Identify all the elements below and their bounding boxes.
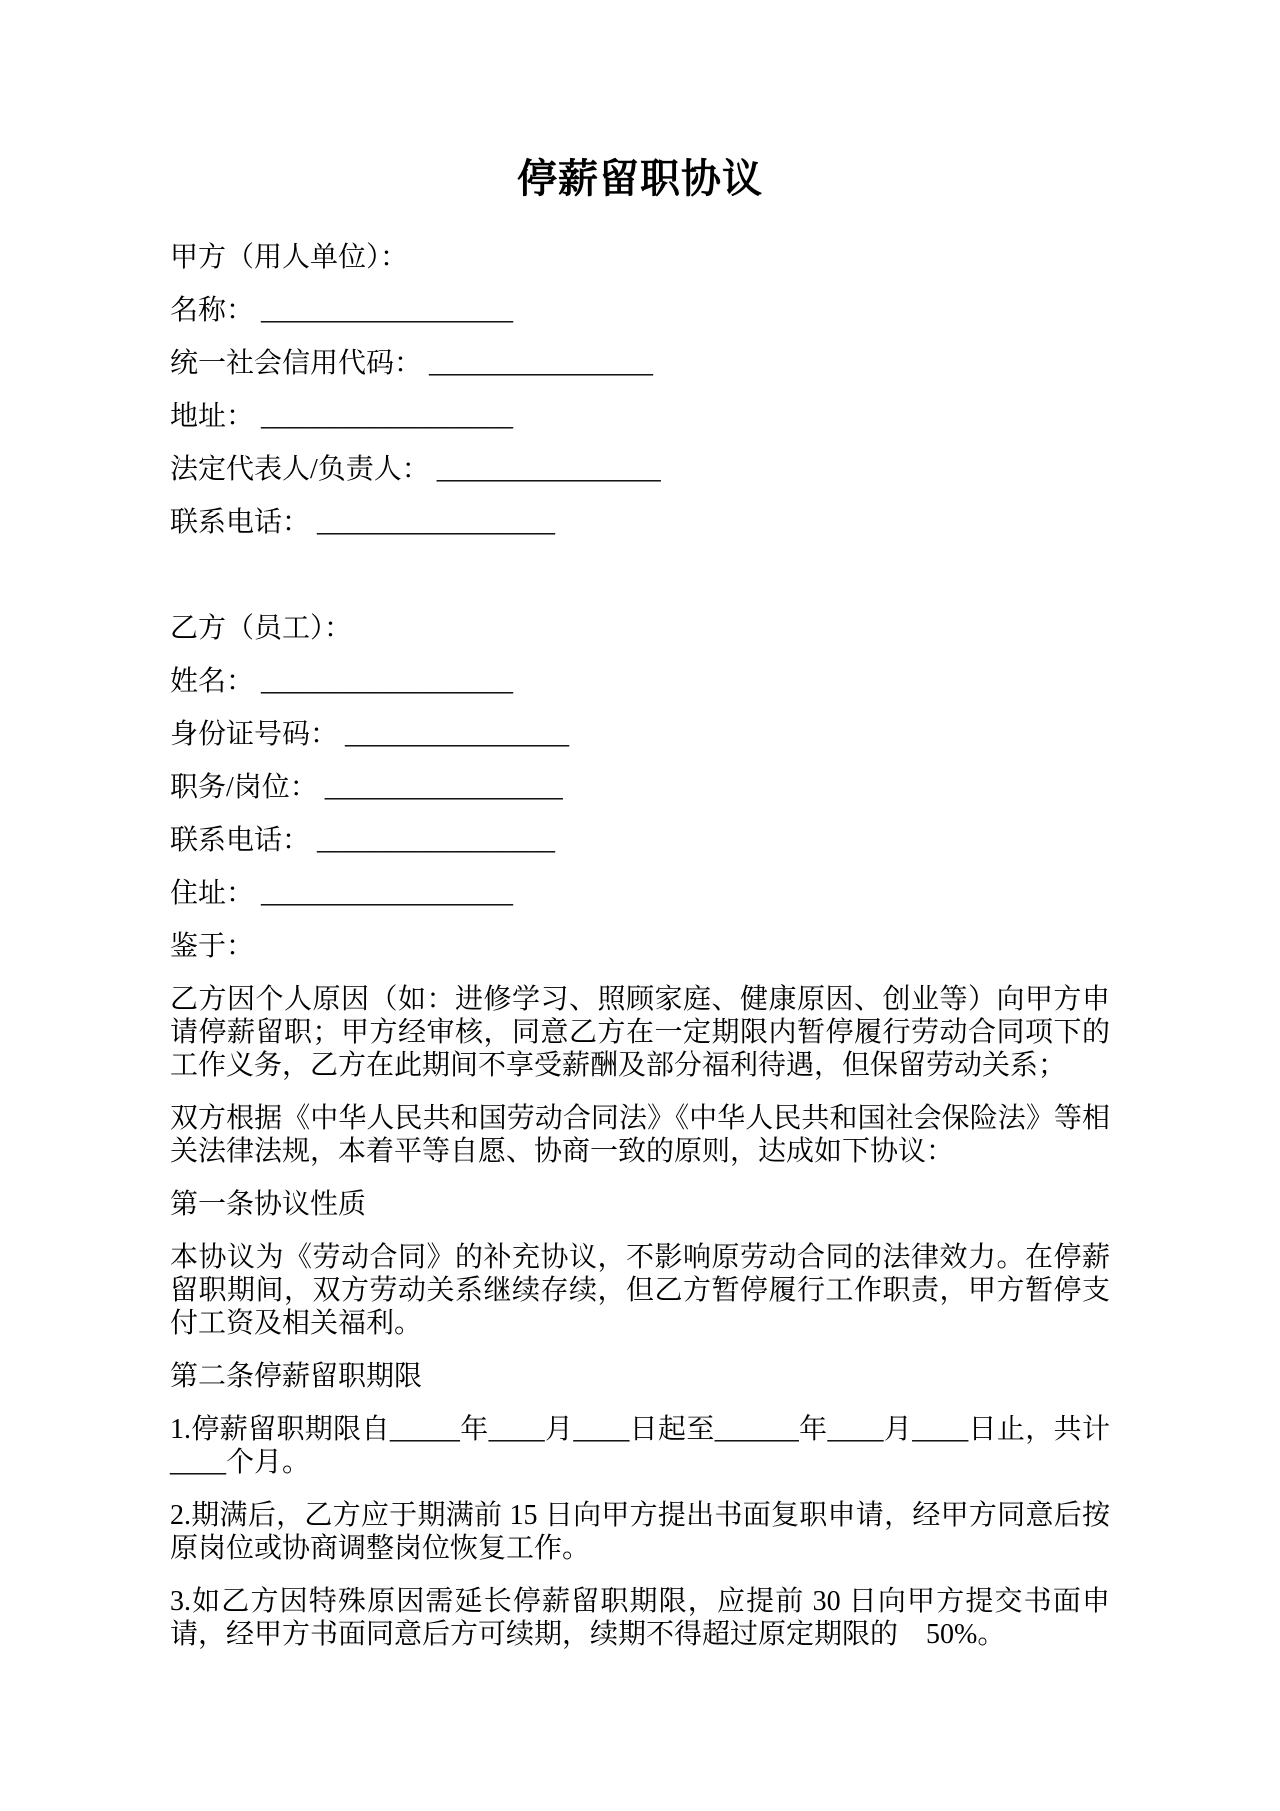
- party-a-field-legal-rep: [170, 453, 1110, 486]
- party-b-field-name: [170, 665, 1110, 698]
- field-blank: ________________: [429, 454, 661, 485]
- whereas-paragraph-2: 双方根据《中华人民共和国劳动合同法》《中华人民共和国社会保险法》等相关法律法规，本着平等自愿、协商一致的原则，达成如下协议：: [170, 1103, 1110, 1167]
- party-a-field-credit-code: [170, 347, 1110, 380]
- field-label: 地址：: [170, 401, 255, 432]
- field-blank: ________________: [338, 719, 570, 750]
- party-b-field-phone: [170, 824, 1110, 857]
- field-blank: __________________: [254, 878, 514, 909]
- article-1-paragraph: 本协议为《劳动合同》的补充协议，不影响原劳动合同的法律效力。在停薪留职期间，双方劳动关系继续存续，但乙方暂停履行工作职责，甲方暂停支付工资及相关福利。: [170, 1242, 1110, 1339]
- article-2-clause-2: 2.期满后，乙方应于期满前 15 日向甲方提出书面复职申请，经甲方同意后按原岗位或协商调整岗位恢复工作。: [170, 1500, 1110, 1564]
- field-blank: ________________: [422, 348, 654, 379]
- party-b-field-position: [170, 771, 1110, 804]
- whereas-paragraph-1: 乙方因个人原因（如：进修学习、照顾家庭、健康原因、创业等）向甲方申请停薪留职；甲方经审核，同意乙方在一定期限内暂停履行劳动合同项下的工作义务，乙方在此期间不享受薪酬及部分福利待遇，但保留劳动关系；: [170, 984, 1110, 1081]
- party-b-field-id-number: [170, 718, 1110, 751]
- document-title: 停薪留职协议: [517, 156, 763, 201]
- party-b-field-address: [170, 877, 1110, 910]
- field-blank: __________________: [254, 295, 514, 326]
- article-2-clause-3: 3.如乙方因特殊原因需延长停薪留职期限，应提前 30 日向甲方提交书面申请，经甲方书面同意后方可续期，续期不得超过原定期限的 50%。: [170, 1586, 1110, 1650]
- field-blank: __________________: [254, 666, 514, 697]
- field-label: 姓名：: [170, 666, 255, 697]
- blank-line: [170, 559, 1110, 612]
- field-label: 联系电话：: [170, 825, 311, 856]
- party-a-field-phone: [170, 506, 1110, 539]
- field-blank: __________________: [254, 401, 514, 432]
- party-b-heading: 乙方（员工）：: [170, 613, 353, 644]
- whereas-heading: 鉴于：: [170, 931, 255, 962]
- field-label: 统一社会信用代码：: [170, 348, 423, 379]
- field-blank: _________________: [317, 772, 563, 803]
- field-label: 联系电话：: [170, 507, 311, 538]
- field-label: 法定代表人/负责人：: [170, 454, 430, 485]
- party-a-heading: 甲方（用人单位）：: [170, 242, 409, 273]
- field-label: 职务/岗位：: [170, 772, 318, 803]
- article-2-heading: 第二条停薪留职期限: [170, 1361, 423, 1392]
- party-a-field-address: [170, 400, 1110, 433]
- field-blank: _________________: [310, 825, 556, 856]
- article-1-heading: 第一条协议性质: [170, 1189, 367, 1220]
- field-blank: _________________: [310, 507, 556, 538]
- field-label: 身份证号码：: [170, 719, 339, 750]
- field-label: 住址：: [170, 878, 255, 909]
- article-2-clause-1: 1.停薪留职期限自_____年____月____日起至______年____月____日止，共计____个月。: [170, 1414, 1110, 1478]
- party-a-field-name: [170, 294, 1110, 327]
- field-label: 名称：: [170, 295, 255, 326]
